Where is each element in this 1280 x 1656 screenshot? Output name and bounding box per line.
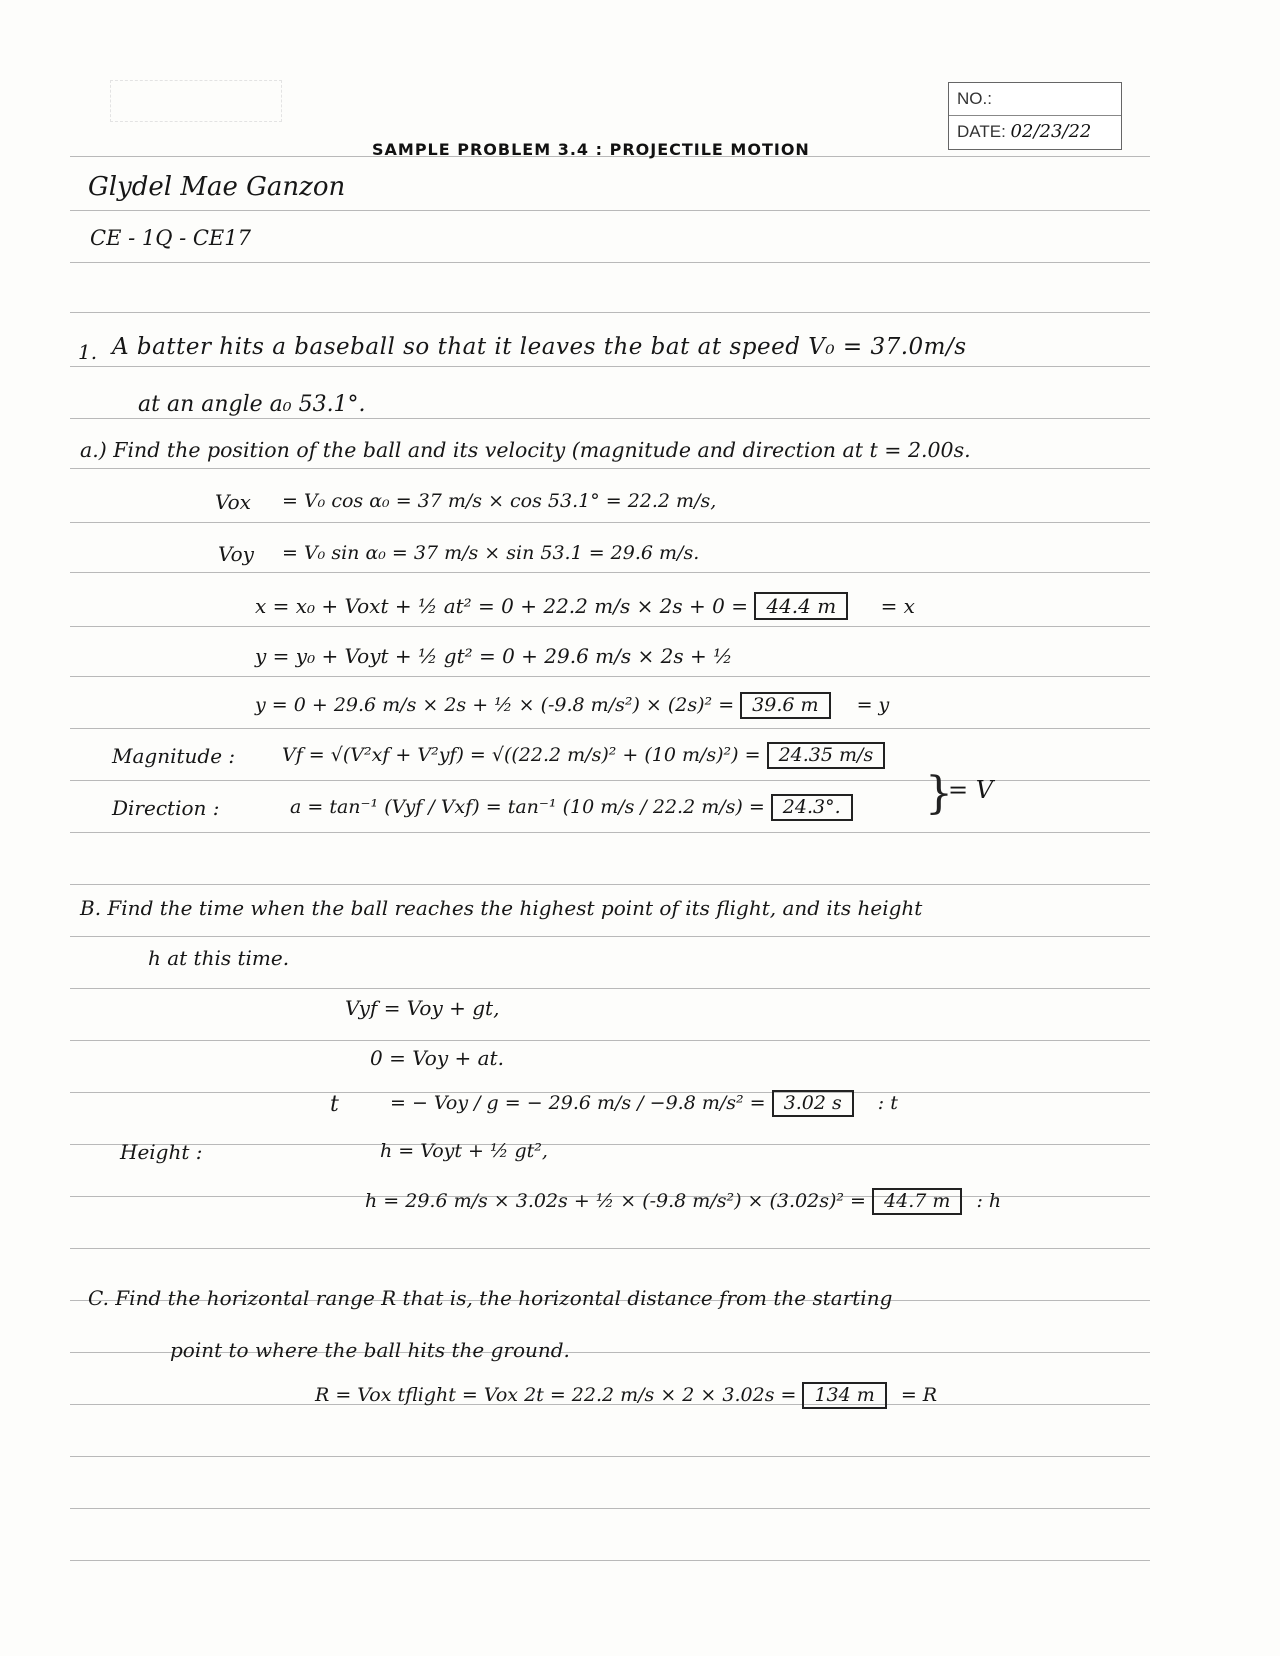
b-equation-2: 0 = Voy + at. bbox=[370, 1046, 504, 1070]
direction-row bbox=[290, 794, 853, 821]
y-tag: = y bbox=[856, 694, 890, 716]
ruled-line bbox=[70, 262, 1150, 263]
t-label: t bbox=[330, 1092, 339, 1117]
ruled-line bbox=[70, 572, 1150, 573]
part-c-question-1: C. Find the horizontal range R that is, the horizontal distance from the starting bbox=[88, 1286, 893, 1310]
range-answer-box: 134 m bbox=[802, 1382, 886, 1409]
y-answer-box: 39.6 m bbox=[740, 692, 830, 719]
problem-line-1: A batter hits a baseball so that it leaves the bat at speed V₀ = 37.0m/s bbox=[112, 334, 967, 360]
ruled-line bbox=[70, 1248, 1150, 1249]
magnitude-answer-box: 24.35 m/s bbox=[767, 742, 886, 769]
box-divider bbox=[949, 115, 1121, 116]
ruled-line bbox=[70, 884, 1150, 885]
direction-answer-box: 24.3°. bbox=[771, 794, 853, 821]
ruled-line bbox=[70, 312, 1150, 313]
range-tag: = R bbox=[900, 1384, 938, 1406]
range-row bbox=[315, 1382, 937, 1409]
problem-number: 1. bbox=[78, 340, 98, 364]
vox-equation: = V₀ cos α₀ = 37 m/s × cos 53.1° = 22.2 m/s, bbox=[282, 490, 717, 512]
time-row bbox=[390, 1090, 898, 1117]
author-name: Glydel Mae Ganzon bbox=[88, 172, 346, 202]
time-tag: : t bbox=[877, 1092, 898, 1114]
height-row bbox=[365, 1188, 1001, 1215]
vox-label: Vox bbox=[215, 490, 251, 514]
date-row bbox=[957, 121, 1091, 142]
ruled-line bbox=[70, 832, 1150, 833]
magnitude-row bbox=[282, 742, 885, 769]
voy-equation: = V₀ sin α₀ = 37 m/s × sin 53.1 = 29.6 m/s. bbox=[282, 542, 700, 564]
direction-label: Direction : bbox=[112, 796, 220, 820]
ruled-line bbox=[70, 418, 1150, 419]
y-equation-1: y = y₀ + Voyt + ½ gt² = 0 + 29.6 m/s × 2s + ½ bbox=[255, 644, 733, 668]
height-equation-2: h = 29.6 m/s × 3.02s + ½ × (-9.8 m/s²) × (3.02s)² = bbox=[365, 1190, 866, 1212]
date-label: DATE: bbox=[957, 122, 1006, 141]
no-date-box bbox=[948, 82, 1122, 150]
part-a-question: a.) Find the position of the ball and its velocity (magnitude and direction at t = 2.00s. bbox=[80, 438, 971, 462]
faint-bleed-mark bbox=[110, 80, 282, 122]
x-answer-box: 44.4 m bbox=[754, 592, 848, 620]
part-b-question-1: B. Find the time when the ball reaches the highest point of its flight, and its height bbox=[80, 896, 923, 920]
ruled-line bbox=[70, 728, 1150, 729]
ruled-line bbox=[70, 626, 1150, 627]
height-equation-1: h = Voyt + ½ gt², bbox=[380, 1140, 548, 1162]
problem-line-2: at an angle a₀ 53.1°. bbox=[138, 392, 366, 417]
ruled-line bbox=[70, 676, 1150, 677]
ruled-line bbox=[70, 366, 1150, 367]
magnitude-equation: Vf = √(V²xf + V²yf) = √((22.2 m/s)² + (10 m/s)²) = bbox=[282, 744, 761, 766]
ruled-line bbox=[70, 1508, 1150, 1509]
no-label: NO.: bbox=[957, 89, 992, 108]
voy-label: Voy bbox=[218, 542, 254, 566]
date-value: 02/23/22 bbox=[1010, 121, 1092, 142]
time-answer-box: 3.02 s bbox=[772, 1090, 854, 1117]
height-label: Height : bbox=[120, 1140, 203, 1164]
x-equation: x = x₀ + Voxt + ½ at² = 0 + 22.2 m/s × 2s + 0 = bbox=[255, 594, 748, 618]
ruled-line bbox=[70, 936, 1150, 937]
page-title: SAMPLE PROBLEM 3.4 : PROJECTILE MOTION bbox=[372, 140, 810, 159]
part-c-question-2: point to where the ball hits the ground. bbox=[170, 1338, 570, 1362]
ruled-line bbox=[70, 210, 1150, 211]
velocity-tag: = V bbox=[948, 776, 994, 804]
ruled-line bbox=[70, 1456, 1150, 1457]
ruled-line bbox=[70, 1560, 1150, 1561]
b-equation-1: Vyf = Voy + gt, bbox=[345, 996, 500, 1020]
time-equation: = − Voy / g = − 29.6 m/s / −9.8 m/s² = bbox=[390, 1092, 766, 1114]
ruled-line bbox=[70, 1040, 1150, 1041]
part-b-question-2: h at this time. bbox=[148, 946, 290, 970]
height-tag: : h bbox=[976, 1190, 1002, 1212]
x-tag: = x bbox=[880, 594, 915, 618]
author-section: CE - 1Q - CE17 bbox=[90, 226, 251, 250]
ruled-line bbox=[70, 468, 1150, 469]
ruled-line bbox=[70, 522, 1150, 523]
direction-equation: a = tan⁻¹ (Vyf / Vxf) = tan⁻¹ (10 m/s / 22.2 m/s) = bbox=[290, 796, 765, 818]
x-position-row bbox=[255, 592, 915, 620]
velocity-bracket: } bbox=[925, 768, 953, 819]
y-position-row bbox=[255, 692, 889, 719]
magnitude-label: Magnitude : bbox=[112, 744, 236, 768]
height-answer-box: 44.7 m bbox=[872, 1188, 962, 1215]
ruled-line bbox=[70, 1144, 1150, 1145]
ruled-line bbox=[70, 988, 1150, 989]
range-equation: R = Vox tflight = Vox 2t = 22.2 m/s × 2 × 3.02s = bbox=[315, 1384, 797, 1406]
y-equation-2: y = 0 + 29.6 m/s × 2s + ½ × (-9.8 m/s²) × (2s)² = bbox=[255, 694, 735, 716]
